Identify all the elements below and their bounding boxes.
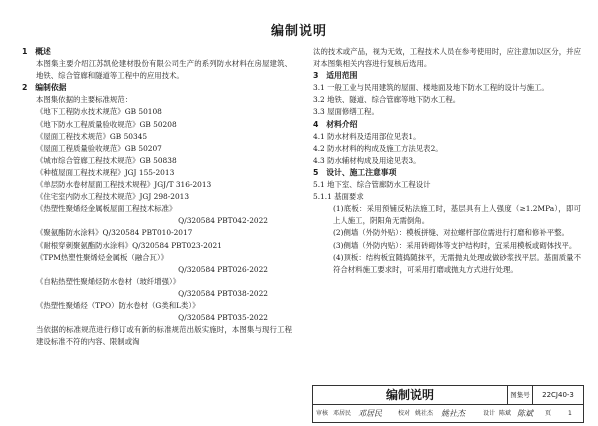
text-line: 本图集主要介绍江苏凯伦建材股份有限公司生产的系列防水材料在房屋建筑、地铁、综合管廊和隧道等工程中的应用技术。 — [36, 59, 292, 81]
atlas-number-label: 图集号 — [508, 386, 533, 405]
text-line: Q/320584 PBT026-2022 — [178, 264, 268, 274]
text-line: (3)侧墙（外防内贴）：采用砖砌体等支护结构时，宜采用模板或砌体找平。 — [333, 240, 577, 250]
text-line: 《耐根穿刺聚氨酯防水涂料》Q/320584 PBT023-2021 — [36, 240, 222, 250]
page-title: 编制说明 — [270, 24, 327, 39]
text-line: (4)顶板：结构板宜随捣随抹平，无需抛丸处理或做砂浆找平层。基面质量不符合材料施工要求时，可采用打磨或抛丸方式进行处理。 — [333, 252, 581, 274]
text-line: 《地下防水工程质量验收规范》GB 50208 — [36, 119, 177, 129]
text-line: (1)底板：采用预铺反粘法施工时，基层具有上人强度（≥1.2MPa），即可上人施工，阴阳角无需倒角。 — [333, 204, 581, 226]
text-line: 4.2 防水材料的构成及施工方法见表2。 — [313, 143, 443, 153]
section-heading: 1 概述 — [22, 47, 51, 56]
text-line: 《聚氨酯防水涂料》Q/320584 PBT010-2017 — [36, 228, 193, 238]
section-heading: 2 编制依据 — [22, 83, 67, 93]
text-line: 《地下工程防水技术规范》GB 50108 — [36, 107, 162, 117]
reviewer-signature: 邓居民 — [358, 409, 382, 418]
reviewer-name: 邓居民 — [333, 410, 352, 417]
designer-signature: 陈斌 — [517, 409, 533, 418]
checker-name: 姚社杰 — [415, 410, 434, 417]
atlas-number: 22CJ40-3 — [533, 386, 583, 405]
section-heading: 4 材料介绍 — [313, 119, 358, 129]
left-column — [22, 46, 292, 348]
text-line: Q/320584 PBT042-2022 — [178, 216, 268, 226]
text-line: 《种植屋面工程技术规程》JGJ 155-2013 — [36, 167, 175, 177]
checker-signature: 姚社杰 — [441, 409, 465, 418]
text-line: 《城市综合管廊工程技术规范》GB 50838 — [36, 155, 177, 165]
signature-row — [313, 405, 585, 423]
text-line: 《自粘热塑性聚烯烃防水卷材（玻纤增强）》 — [36, 276, 181, 286]
designer-name: 陈斌 — [499, 410, 512, 417]
design-label: 设计 — [483, 410, 496, 417]
text-line: 《单层防水卷材屋面工程技术规程》JGJ/T 316-2013 — [36, 180, 212, 190]
text-line: Q/320584 PBT038-2022 — [178, 288, 268, 298]
title-block-title: 编制说明 — [313, 386, 508, 405]
page-number: 1 — [568, 410, 572, 417]
section-heading: 5 设计、施工注意事项 — [313, 167, 397, 177]
text-line: 4.1 防水材料及适用部位见表1。 — [313, 131, 421, 141]
right-column — [313, 46, 581, 276]
text-line: 《TPM热塑性聚烯烃金属板（融合瓦）》 — [36, 252, 169, 262]
text-line: 汰的技术或产品，视为无效，工程技术人员在参考使用时，应注意加以区分，并应对本图集相关内容进行复核后选用。 — [313, 47, 581, 69]
text-line: (2)侧墙（外防外贴）：模板拼缝、对拉螺杆部位需进行打磨和修补平整。 — [333, 228, 569, 238]
page-label: 页 — [545, 410, 552, 417]
check-label: 校对 — [398, 410, 411, 417]
title-block — [312, 385, 584, 423]
text-line: 《热塑性聚烯烃金属板屋面工程技术标准》 — [36, 204, 177, 214]
text-line: 当依据的标准规范进行修订或有新的标准规范出版实施时，本图集与现行工程建设标准不符的内容、限制或淘 — [36, 325, 292, 347]
text-line: 《热塑性聚烯烃（TPO）防水卷材（G类和L类）》 — [36, 300, 200, 310]
text-line: 4.3 防水辅材构成及用途见表3。 — [313, 155, 421, 165]
text-line: 《住宅室内防水工程技术规范》JGJ 298-2013 — [36, 192, 190, 202]
text-line: Q/320584 PBT035-2022 — [178, 313, 268, 323]
text-line: 5.1.1 基面要求 — [313, 192, 364, 202]
text-line: 5.1 地下室、综合管廊防水工程设计 — [313, 180, 431, 190]
text-line: 《屋面工程质量验收规范》GB 50207 — [36, 143, 162, 153]
text-line: 本图集依据的主要标准规范： — [36, 95, 133, 105]
text-line: 3.1 一般工业与民用建筑的屋面、楼地面及地下防水工程的设计与施工。 — [313, 83, 549, 93]
text-line: 《屋面工程技术规范》GB 50345 — [36, 131, 148, 141]
text-line: 3.2 地铁、隧道、综合管廊等地下防水工程。 — [313, 95, 461, 105]
review-label: 审核 — [316, 410, 329, 417]
section-heading: 3 适用范围 — [313, 71, 358, 81]
text-line: 3.3 屋面修缮工程。 — [313, 107, 379, 117]
